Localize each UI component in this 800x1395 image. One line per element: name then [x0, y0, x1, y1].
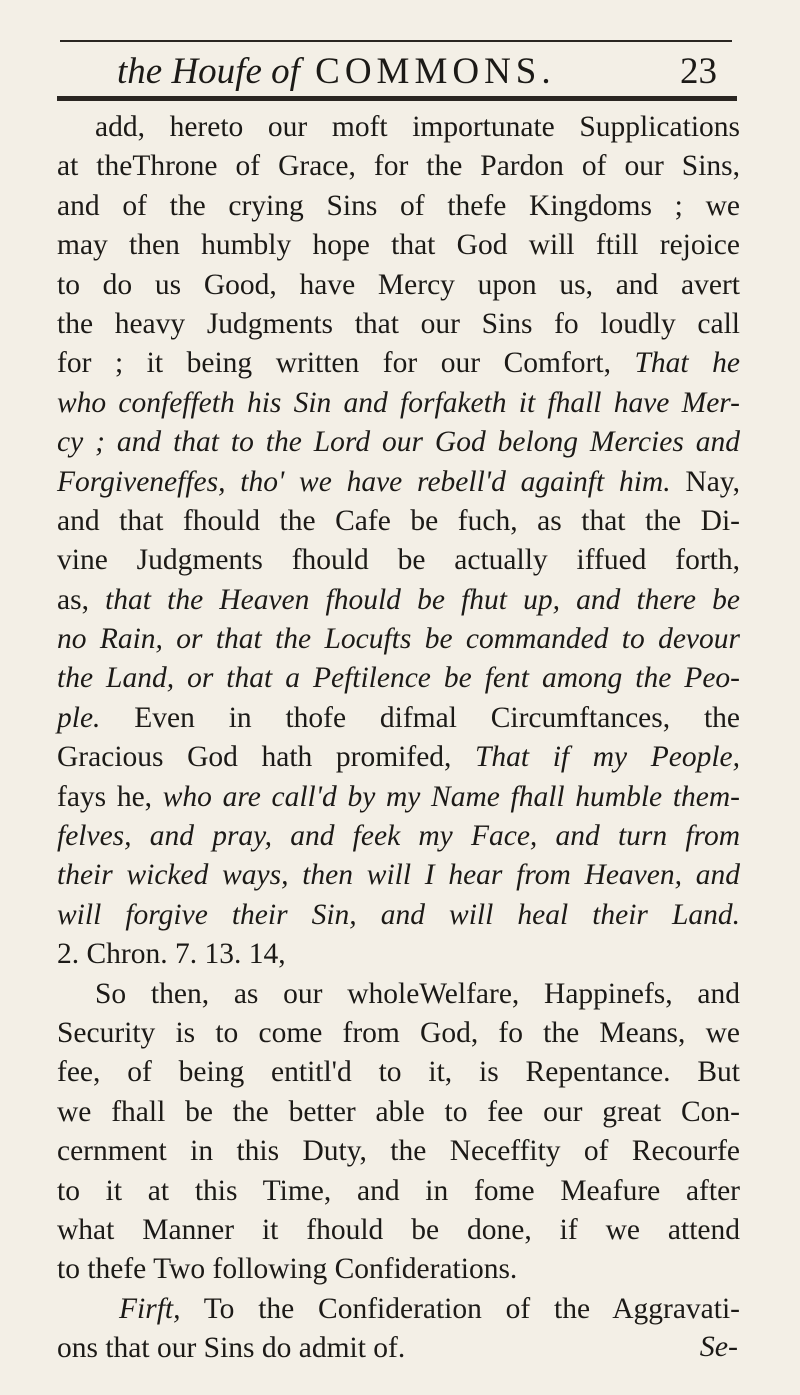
italic-text: Forgiveneffes, tho' we have rebell'd againft him. [57, 465, 671, 498]
roman-text: To the Confideration of the Aggravati- [180, 1292, 740, 1325]
roman-text: what Manner it fhould be done, if we attend [57, 1213, 740, 1246]
text-line [57, 699, 740, 738]
italic-text: cy ; and that to the Lord our God belong Mercies and [57, 426, 740, 459]
text-line [57, 935, 740, 974]
roman-text: Even in thofe difmal Circumftances, the [100, 701, 740, 734]
text-line [57, 975, 740, 1014]
roman-text: ons that our Sins do admit of. [57, 1332, 406, 1365]
roman-text: and that fhould the Cafe be fuch, as that the Di- [57, 504, 740, 537]
text-line [57, 856, 740, 895]
roman-text: at theThrone of Grace, for the Pardon of our Sins, [57, 150, 740, 183]
text-line [57, 266, 740, 305]
text-line [57, 1132, 740, 1171]
header-top-rule [60, 40, 732, 42]
text-line [57, 659, 740, 698]
text-line [57, 305, 740, 344]
roman-text: to thefe Two following Confiderations. [57, 1253, 518, 1286]
text-line [57, 620, 740, 659]
text-line [57, 1093, 740, 1132]
roman-text: Nay, [670, 465, 740, 498]
text-line [57, 1250, 740, 1289]
text-line [57, 502, 740, 541]
body-text [57, 108, 740, 1369]
text-line [57, 1172, 740, 1211]
text-line [57, 896, 740, 935]
roman-text: fee, of being entitl'd to it, is Repentance. But [57, 1056, 740, 1089]
text-line [57, 147, 740, 186]
text-line [57, 463, 740, 502]
roman-text: the heavy Judgments that our Sins fo loudly call [57, 307, 740, 340]
italic-text: Firft, [119, 1292, 181, 1325]
text-line [57, 541, 740, 580]
italic-text: will forgive their Sin, and will heal their Land. [57, 898, 740, 931]
italic-text: That he [634, 347, 740, 380]
text-line [57, 226, 740, 265]
running-section: COMMONS. [315, 51, 556, 92]
header-rule [57, 96, 737, 101]
text-line [57, 1329, 740, 1368]
roman-text: Gracious God hath promifed, [57, 741, 476, 774]
text-line [57, 1014, 740, 1053]
text-line [57, 1211, 740, 1250]
text-line [57, 423, 740, 462]
text-line [57, 1290, 740, 1329]
roman-text: So then, as our wholeWelfare, Happinefs, and [95, 977, 740, 1010]
italic-text: That if my People, [475, 741, 741, 774]
page-number: 23 [680, 51, 717, 92]
text-line [57, 817, 740, 856]
catchword: Se- [699, 1330, 738, 1363]
text-line [57, 738, 740, 777]
roman-text: to it at this Time, and in fome Meafure after [57, 1174, 740, 1207]
roman-text: for ; it being written for our Comfort, [57, 347, 635, 380]
roman-text: fays he, [57, 780, 163, 813]
italic-text: who are call'd by my Name fhall humble them- [162, 780, 740, 813]
text-line [57, 187, 740, 226]
roman-text: to do us Good, have Mercy upon us, and avert [57, 268, 740, 301]
text-line [57, 344, 740, 383]
running-header [117, 48, 717, 96]
roman-text: add, hereto our moft importunate Supplications [95, 111, 740, 143]
italic-text: felves, and pray, and feek my Face, and turn from [57, 820, 740, 853]
roman-text: 2. Chron. 7. 13. 14, [57, 938, 286, 971]
roman-text: may then humbly hope that God will ftill rejoice [57, 229, 740, 262]
roman-text: we fhall be the better able to fee our great Con- [57, 1095, 740, 1128]
roman-text: vine Judgments fhould be actually iffued forth, [57, 544, 740, 577]
text-line [57, 108, 740, 147]
text-line [57, 778, 740, 817]
roman-text: Security is to come from God, fo the Means, we [57, 1016, 740, 1049]
running-title: the Houfe of [117, 51, 300, 92]
roman-text: and of the crying Sins of thefe Kingdoms ; we [57, 189, 740, 222]
roman-text: as, [57, 583, 106, 616]
text-line [57, 581, 740, 620]
text-line [57, 1053, 740, 1092]
italic-text: that the Heaven fhould be fhut up, and there be [105, 583, 740, 616]
roman-text: cernment in this Duty, the Neceffity of Recourfe [57, 1135, 740, 1168]
italic-text: their wicked ways, then will I hear from Heaven, and [57, 859, 740, 892]
italic-text: the Land, or that a Peftilence be fent among the Peo- [57, 662, 740, 695]
italic-text: who confeffeth his Sin and forfaketh it fhall have Mer- [57, 386, 740, 419]
text-line [57, 384, 740, 423]
italic-text: ple. [57, 701, 101, 734]
italic-text: no Rain, or that the Locufts be commanded to devour [57, 623, 740, 656]
